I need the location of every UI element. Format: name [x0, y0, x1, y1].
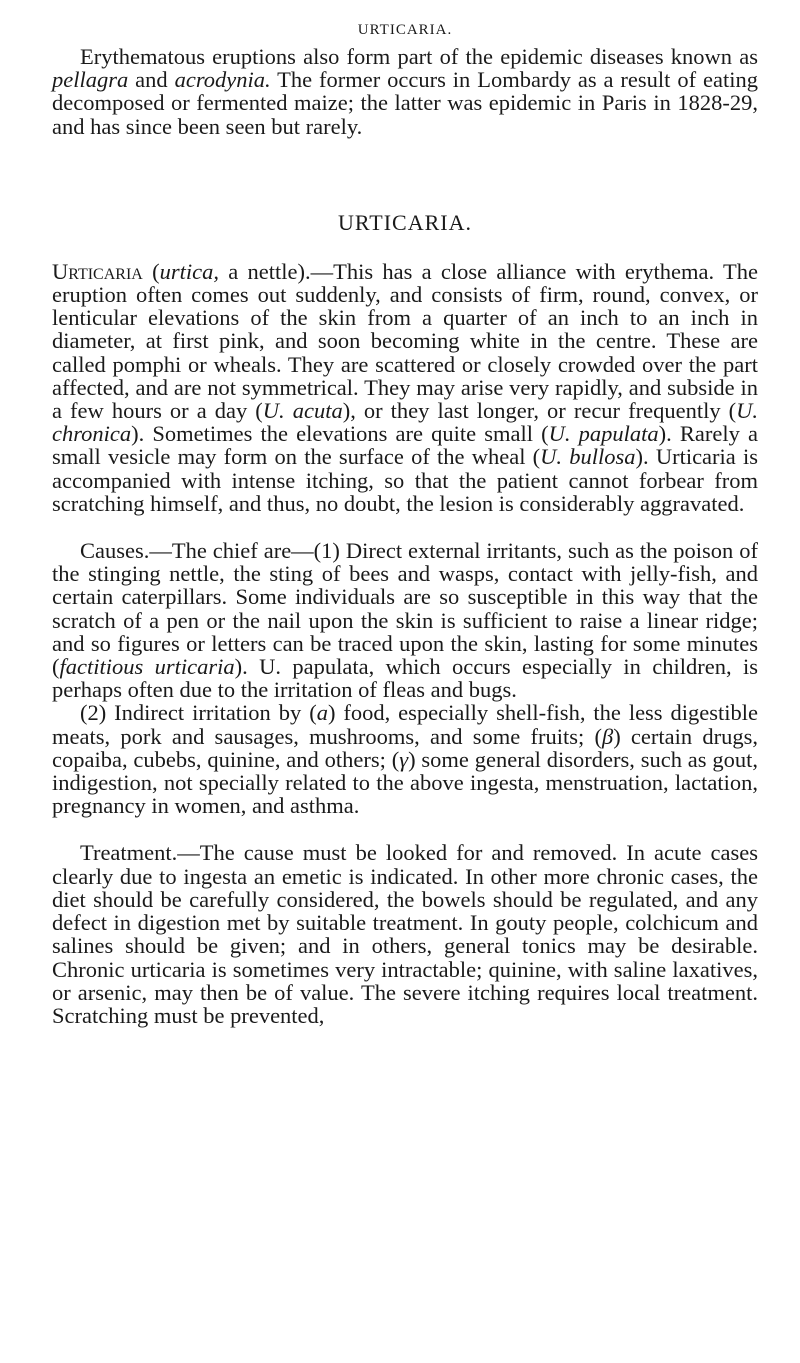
text-run: The former occurs in Lombardy as a result of eating decomposed or fermented maize; the latter was epidemic in Paris in 1828-29, and has since been seen but rarely. — [52, 67, 758, 139]
definition-paragraph — [52, 260, 758, 515]
italic-term: β — [601, 723, 614, 749]
indirect-irritation-paragraph — [52, 701, 758, 817]
italic-term: U. acuta — [262, 398, 343, 424]
text-run: ) some general disorders, such as gout, indigestion, not specially related to the above ingesta, menstruation, lactation, pregnancy in women, and asthma. — [52, 746, 758, 819]
intro-paragraph — [52, 45, 758, 138]
text-run: and — [128, 67, 175, 93]
text-run: ), or they last longer, or recur frequently ( — [342, 398, 737, 424]
text-run: ). Urticaria is accompanied with intense itching, so that the patient cannot forbear from scratching himself, and thus, no doubt, the lesion is considerably aggravated. — [52, 444, 758, 516]
section-title: URTICARIA. — [338, 209, 472, 235]
text-run: Erythematous eruptions also form part of the epidemic diseases known as — [80, 44, 758, 69]
text-run: Treatment.—The cause must be looked for and removed. In acute cases clearly due to ingesta an emetic is indicated. In other more chronic cases, the diet should be carefully considered, the bowels should be regulated, and any defect in digestion met by suitable treatment. In gouty people, colchicum and salines should be given; and in others, general tonics may be desirable. Chronic urticaria is sometimes very intractable; quinine, with saline laxatives, or arsenic, may then be of value. The severe itching requires local treatment. Scratching must be prevented, — [52, 840, 758, 1028]
treatment-paragraph — [52, 841, 758, 1027]
italic-term: a — [316, 700, 328, 726]
italic-term: acrodynia. — [174, 67, 271, 93]
text-run: a nettle).—This has a close alliance with erythema. The eruption often comes out suddenly, and consists of firm, round, convex, or lenticular elevations of the skin from a quarter of an inch to an inch in diameter, at first pink, and soon becoming white in the centre. These are called pomphi or wheals. They are scattered or closely crowded over the part affected, and are not symmetrical. They may arise very rapidly, and subside in a few hours or a day ( — [52, 258, 758, 424]
italic-term: γ — [399, 746, 409, 772]
running-head: URTICARIA. — [357, 22, 453, 38]
italic-term: U. bullosa — [540, 444, 636, 470]
text-run: ) food, especially shell-fish, the less digestible meats, pork and sausages, mushrooms, and some fruits; ( — [52, 700, 758, 749]
italic-term: U. papulata — [548, 421, 659, 447]
lead-term: Urticaria — [52, 258, 143, 284]
italic-term: pellagra — [52, 67, 129, 93]
text-run: ( — [142, 258, 160, 284]
text-run: (2) Indirect irritation by ( — [80, 700, 317, 726]
text-run: ). Sometimes the elevations are quite small ( — [131, 421, 549, 447]
italic-term: U. chronica — [52, 398, 758, 447]
causes-paragraph — [52, 539, 758, 701]
italic-term: factitious urticaria — [59, 654, 235, 680]
text-run: ). U. papulata, which occurs especially in children, is perhaps often due to the irritation of fleas and bugs. — [52, 654, 758, 703]
text-run: ). Rarely a small vesicle may form on the surface of the wheal ( — [52, 421, 758, 470]
text-run: ) certain drugs, copaiba, cubebs, quinine, and others; ( — [52, 723, 758, 772]
italic-term: urtica, — [159, 258, 219, 284]
text-run: Causes.—The chief are—(1) Direct external irritants, such as the poison of the stinging nettle, the sting of bees and wasps, contact with jelly-fish, and certain caterpillars. Some individuals are so susceptible in this way that the scratch of a pen or the nail upon the skin is sufficient to raise a linear ridge; and so figures or letters can be traced upon the skin, lasting for some minutes ( — [52, 538, 758, 680]
